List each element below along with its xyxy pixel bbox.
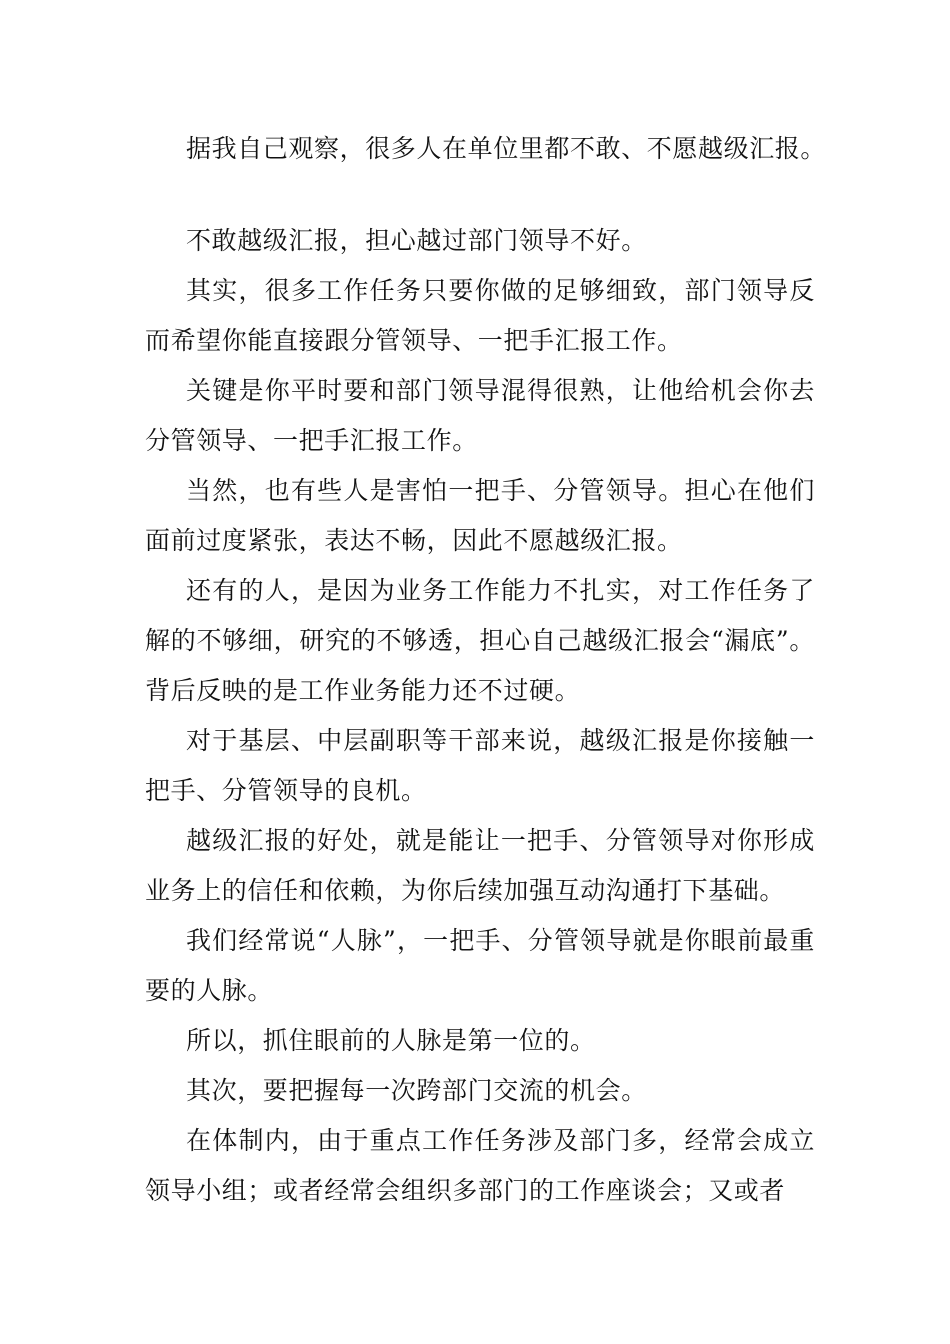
paragraph: 其次，要把握每一次跨部门交流的机会。 [186, 1076, 647, 1105]
paragraph: 我们经常说“人脉”，一把手、分管领导就是你眼前最重要的人脉。 [145, 926, 815, 1005]
paragraph: 还有的人，是因为业务工作能力不扎实，对工作任务了解的不够细，研究的不够透，担心自己越级汇报会“漏底”。背后反映的是工作业务能力还不过硬。 [145, 576, 815, 705]
paragraph: 据我自己观察，很多人在单位里都不敢、不愿越级汇报。 [186, 134, 827, 163]
paragraph: 其实，很多工作任务只要你做的足够细致，部门领导反而希望你能直接跟分管领导、一把手汇报工作。 [145, 276, 815, 355]
paragraph: 不敢越级汇报，担心越过部门领导不好。 [186, 226, 647, 255]
document-body [145, 124, 827, 1216]
paragraph: 所以，抓住眼前的人脉是第一位的。 [186, 1026, 596, 1055]
paragraph: 在体制内，由于重点工作任务涉及部门多，经常会成立领导小组；或者经常会组织多部门的工作座谈会；又或者 [145, 1126, 815, 1205]
paragraph: 越级汇报的好处，就是能让一把手、分管领导对你形成业务上的信任和依赖，为你后续加强互动沟通打下基础。 [145, 826, 815, 905]
paragraph: 关键是你平时要和部门领导混得很熟，让他给机会你去分管领导、一把手汇报工作。 [145, 376, 815, 455]
paragraph: 对于基层、中层副职等干部来说，越级汇报是你接触一把手、分管领导的良机。 [145, 726, 815, 805]
paragraph: 当然，也有些人是害怕一把手、分管领导。担心在他们面前过度紧张，表达不畅，因此不愿越级汇报。 [145, 476, 815, 555]
